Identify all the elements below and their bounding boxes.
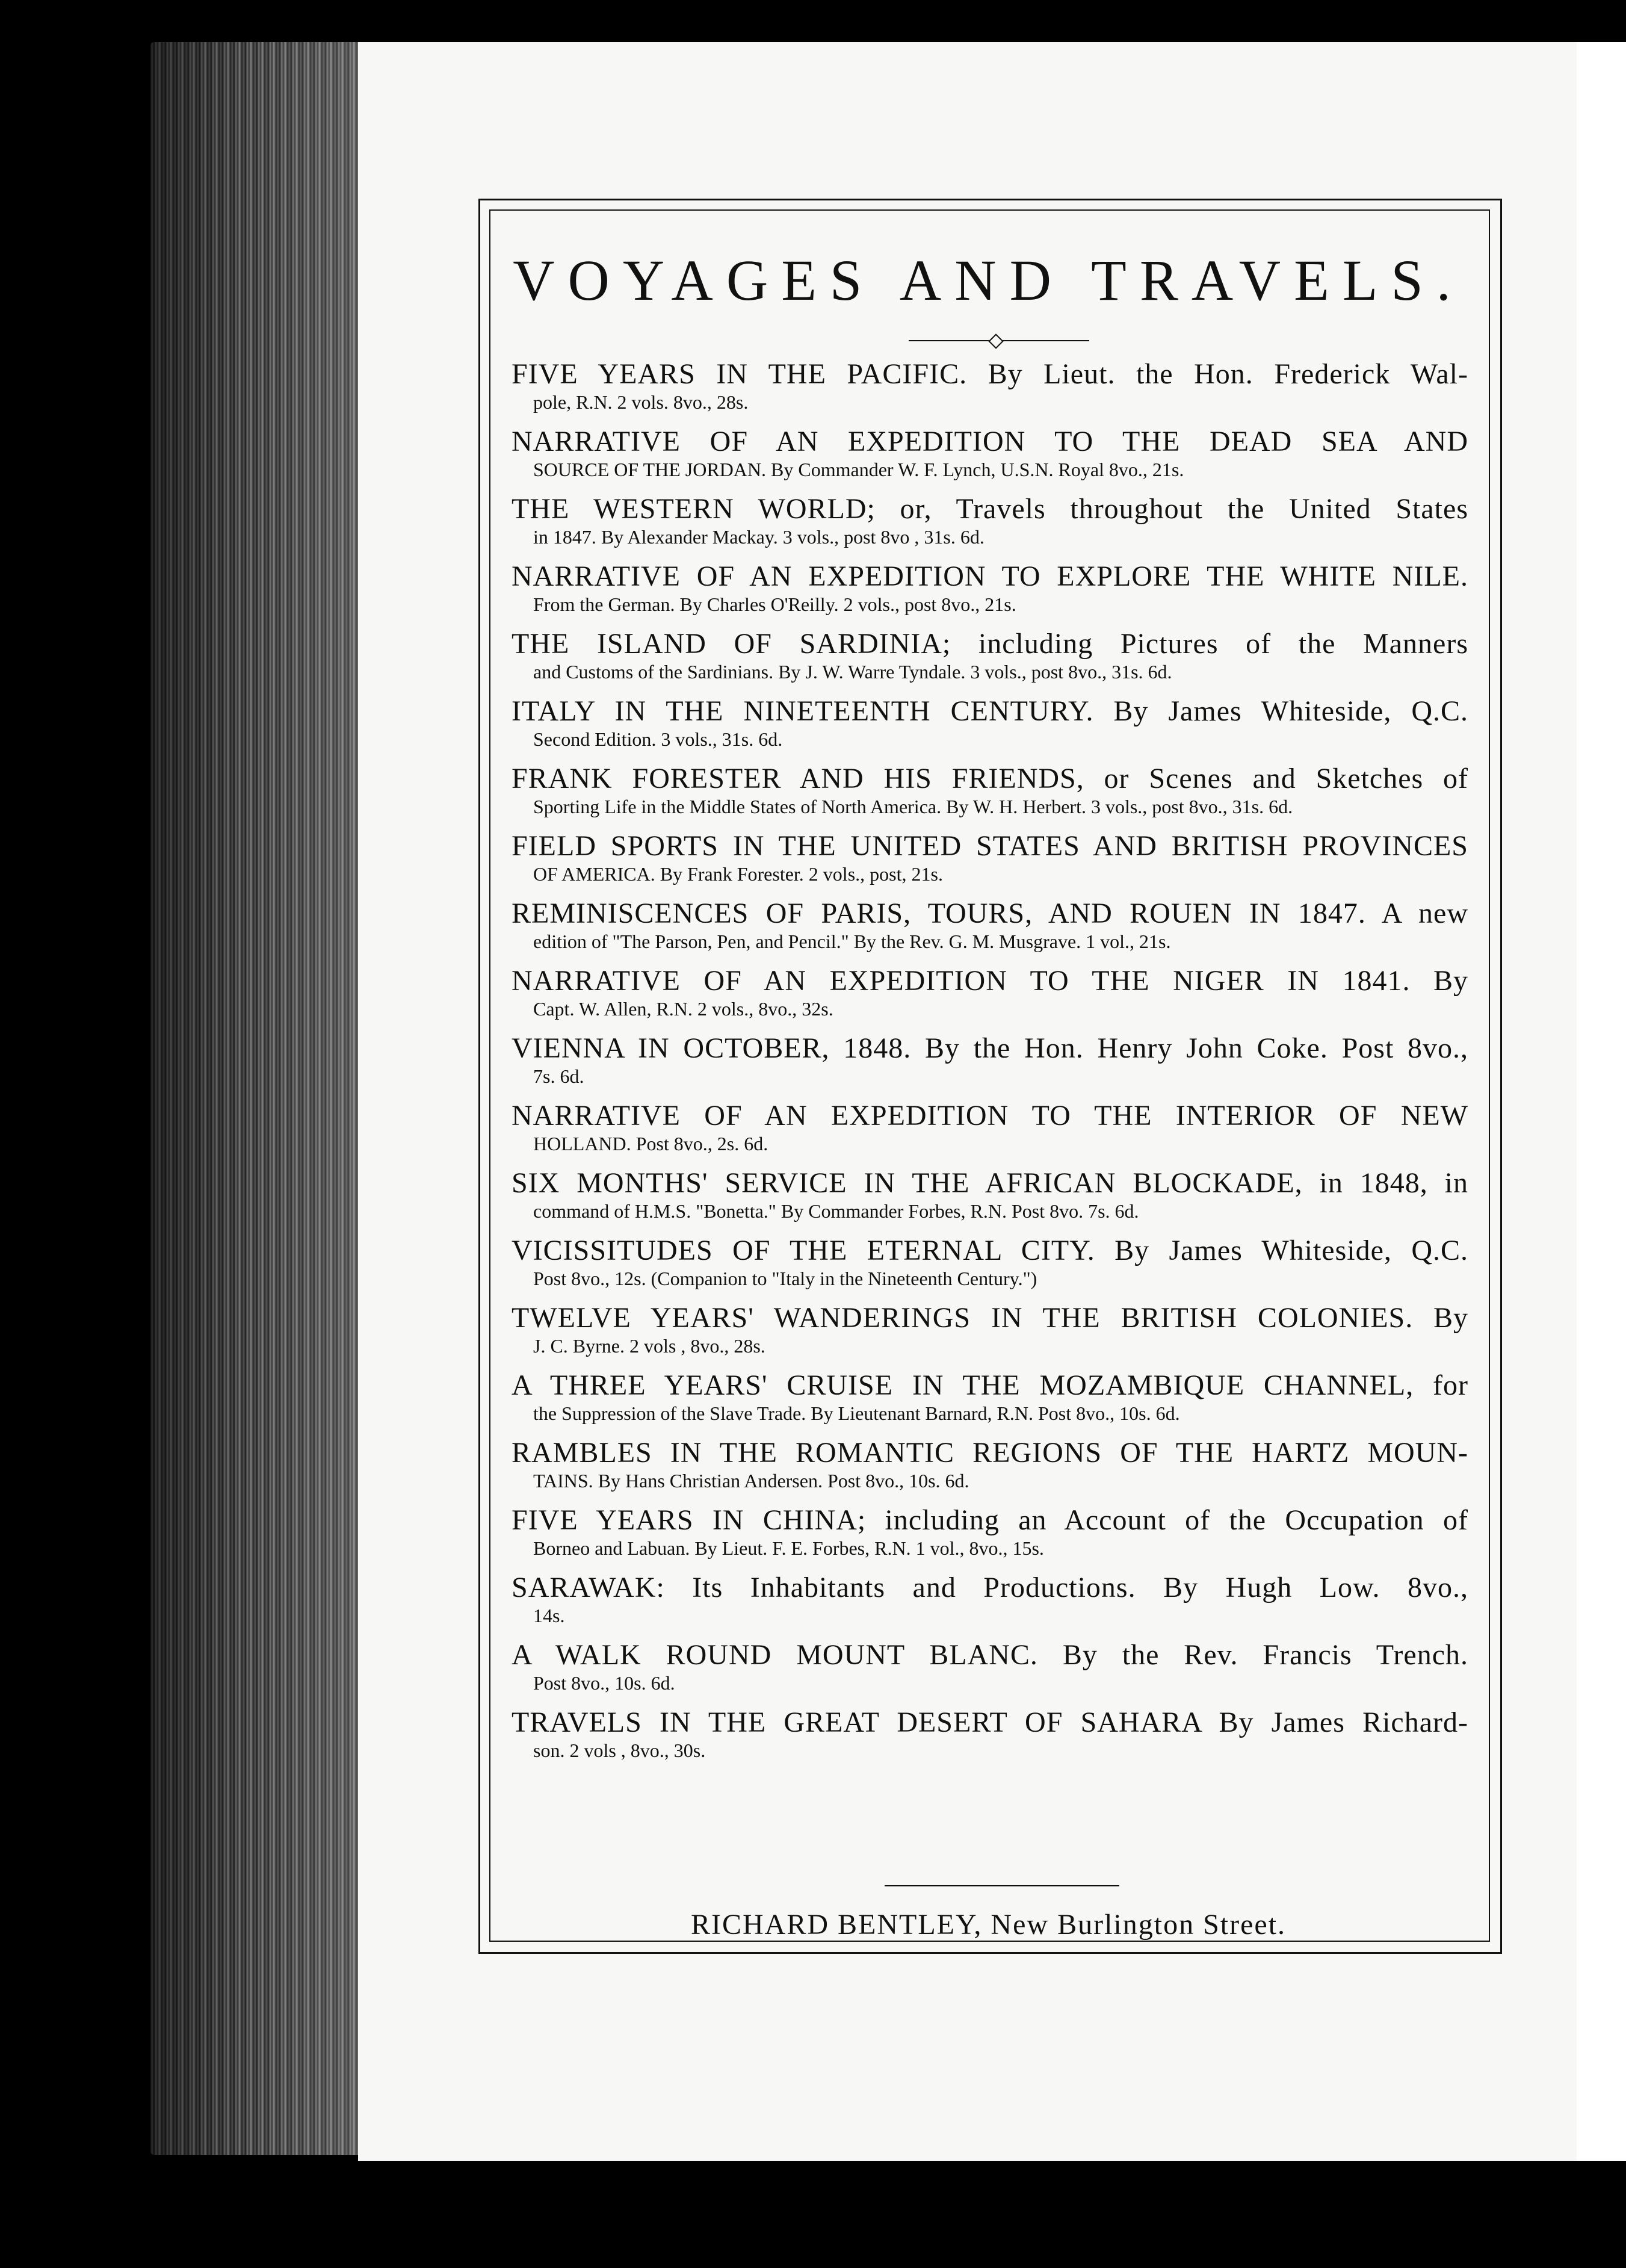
list-item [512,1504,1468,1560]
entry-details: J. C. Byrne. 2 vols , 8vo., 28s. [533,1335,765,1357]
entry-title: SIX MONTHS' SERVICE IN THE AFRICAN BLOCKADE, in 1848, in [512,1167,1468,1199]
list-item [512,897,1468,953]
entry-details: the Suppression of the Slave Trade. By Lieutenant Barnard, R.N. Post 8vo., 10s. 6d. [533,1402,1180,1424]
entry-details: Second Edition. 3 vols., 31s. 6d. [533,728,783,750]
list-item [512,763,1468,818]
entry-details: and Customs of the Sardinians. By J. W. Warre Tyndale. 3 vols., post 8vo., 31s. 6d. [533,661,1172,683]
entry-details: pole, R.N. 2 vols. 8vo., 28s. [533,391,749,413]
entry-title: VIENNA IN OCTOBER, 1848. By the Hon. Henry John Coke. Post 8vo., [512,1032,1468,1064]
list-item [512,426,1468,481]
entry-details: TAINS. By Hans Christian Andersen. Post 8vo., 10s. 6d. [533,1470,969,1492]
list-item [512,628,1468,683]
entry-details: Post 8vo., 10s. 6d. [533,1672,675,1694]
list-item [512,1369,1468,1425]
entry-details: From the German. By Charles O'Reilly. 2 vols., post 8vo., 21s. [533,593,1016,615]
entry-title: ITALY IN THE NINETEENTH CENTURY. By James Whiteside, Q.C. [512,695,1468,727]
book-list [512,358,1468,1774]
entry-details: command of H.M.S. "Bonetta." By Commander Forbes, R.N. Post 8vo. 7s. 6d. [533,1200,1139,1222]
list-item [512,1639,1468,1694]
list-item [512,1572,1468,1627]
entry-details: in 1847. By Alexander Mackay. 3 vols., post 8vo , 31s. 6d. [533,526,985,548]
list-item [512,830,1468,885]
page-right-margin [1577,42,1626,2161]
list-item [512,1167,1468,1222]
entry-title: RAMBLES IN THE ROMANTIC REGIONS OF THE HARTZ MOUN- [512,1437,1468,1469]
entry-details: Capt. W. Allen, R.N. 2 vols., 8vo., 32s. [533,998,833,1020]
entry-title: NARRATIVE OF AN EXPEDITION TO THE NIGER IN 1841. By [512,965,1468,997]
list-item [512,493,1468,548]
entry-title: FIVE YEARS IN THE PACIFIC. By Lieut. the Hon. Frederick Wal- [512,358,1468,390]
ornament-diamond [988,333,1003,349]
list-item [512,1706,1468,1762]
publisher-imprint: RICHARD BENTLEY, New Burlington Street. [690,1909,1287,1941]
entry-title: FRANK FORESTER AND HIS FRIENDS, or Scenes and Sketches of [512,763,1468,795]
page-title: VOYAGES AND TRAVELS. [513,248,1464,312]
entry-title: A THREE YEARS' CRUISE IN THE MOZAMBIQUE CHANNEL, for [512,1369,1468,1401]
list-item [512,1302,1468,1357]
list-item [512,358,1468,414]
entry-title: THE ISLAND OF SARDINIA; including Pictures of the Manners [512,628,1468,660]
divider [885,1885,1119,1886]
list-item [512,695,1468,751]
list-item [512,1437,1468,1492]
entry-details: SOURCE OF THE JORDAN. By Commander W. F. Lynch, U.S.N. Royal 8vo., 21s. [533,459,1184,480]
entry-title: THE WESTERN WORLD; or, Travels throughout the United States [512,493,1468,525]
entry-title: NARRATIVE OF AN EXPEDITION TO THE DEAD SEA AND [512,426,1468,457]
entry-details: son. 2 vols , 8vo., 30s. [533,1740,706,1761]
entry-details: 14s. [533,1605,565,1626]
book-edge-shadow [150,42,367,2155]
entry-details: Sporting Life in the Middle States of North America. By W. H. Herbert. 3 vols., post 8vo., 31s. 6d. [533,796,1293,817]
entry-title: VICISSITUDES OF THE ETERNAL CITY. By James Whiteside, Q.C. [512,1235,1468,1266]
entry-title: TRAVELS IN THE GREAT DESERT OF SAHARA By James Richard- [512,1706,1468,1738]
entry-title: NARRATIVE OF AN EXPEDITION TO THE INTERIOR OF NEW [512,1100,1468,1132]
entry-details: 7s. 6d. [533,1065,584,1087]
entry-title: FIELD SPORTS IN THE UNITED STATES AND BRITISH PROVINCES [512,830,1468,862]
entry-title: FIVE YEARS IN CHINA; including an Account of the Occupation of [512,1504,1468,1536]
list-item [512,1235,1468,1290]
entry-details: Borneo and Labuan. By Lieut. F. E. Forbes, R.N. 1 vol., 8vo., 15s. [533,1537,1044,1559]
entry-details: HOLLAND. Post 8vo., 2s. 6d. [533,1133,768,1154]
entry-title: TWELVE YEARS' WANDERINGS IN THE BRITISH COLONIES. By [512,1302,1468,1334]
title-ornament [909,335,1089,347]
entry-details: Post 8vo., 12s. (Companion to "Italy in the Nineteenth Century.") [533,1268,1037,1289]
entry-title: A WALK ROUND MOUNT BLANC. By the Rev. Francis Trench. [512,1639,1468,1671]
list-item [512,560,1468,616]
list-item [512,1100,1468,1155]
entry-details: edition of "The Parson, Pen, and Pencil." By the Rev. G. M. Musgrave. 1 vol., 21s. [533,931,1171,952]
entry-title: SARAWAK: Its Inhabitants and Productions. By Hugh Low. 8vo., [512,1572,1468,1603]
entry-title: REMINISCENCES OF PARIS, TOURS, AND ROUEN IN 1847. A new [512,897,1468,929]
entry-title: NARRATIVE OF AN EXPEDITION TO EXPLORE THE WHITE NILE. [512,560,1468,592]
list-item [512,965,1468,1020]
entry-details: OF AMERICA. By Frank Forester. 2 vols., post, 21s. [533,863,943,885]
list-item [512,1032,1468,1088]
